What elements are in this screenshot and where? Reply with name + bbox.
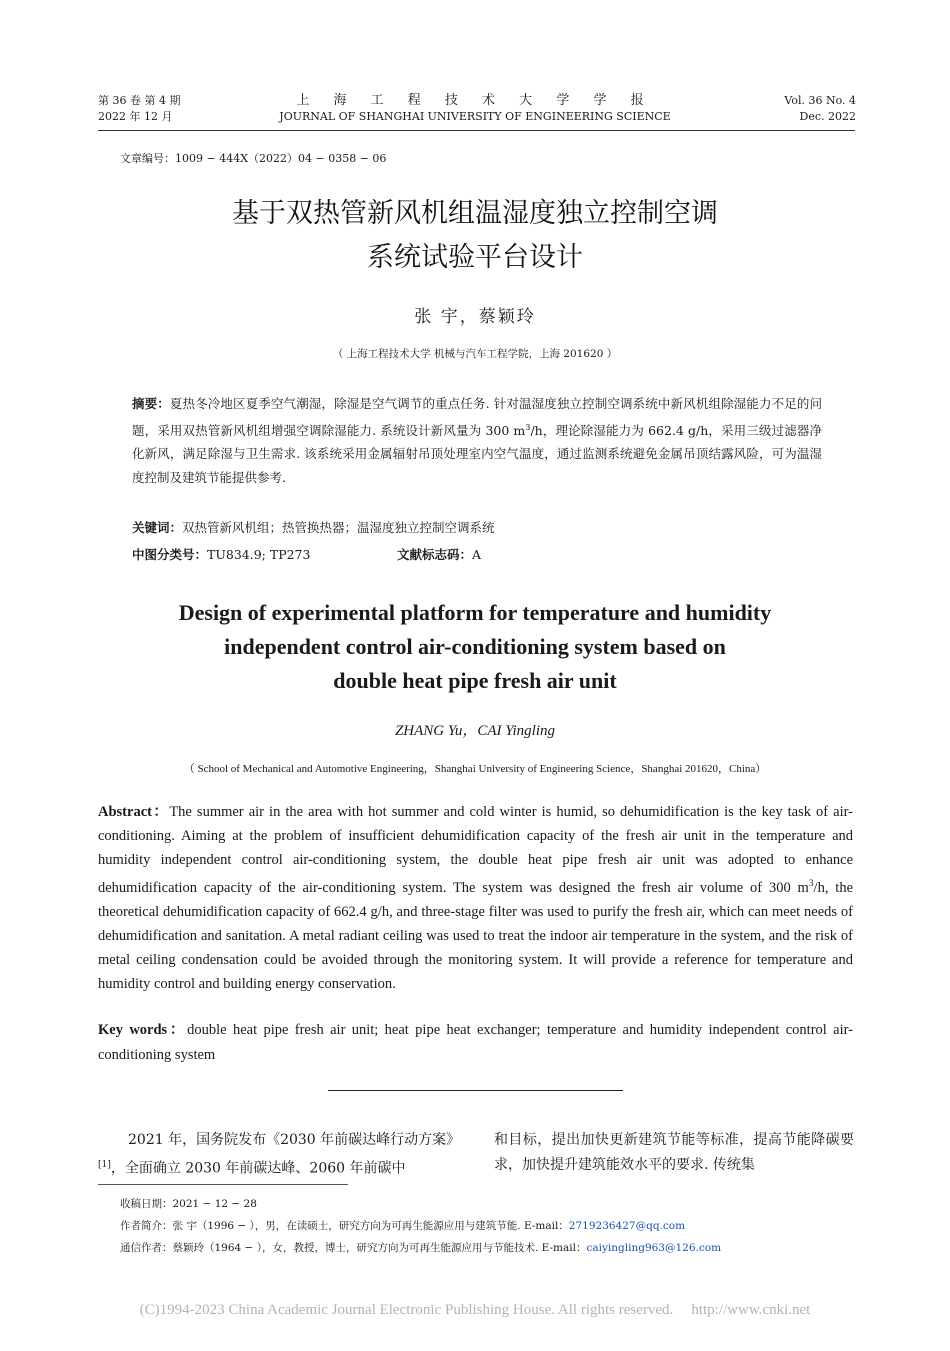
body-left-text-2: ，全面确立 2030 年前碳达峰、2060 年前碳中 [110,1160,406,1177]
cnki-watermark [0,1302,950,1319]
issue-volume-en: Vol. 36 No. 4 [784,94,856,107]
article-number: 文章编号：1009 − 444X（2022）04 − 0358 − 06 [120,152,387,165]
body-left-text-1: 2021 年，国务院发布《2030 年前碳达峰行动方案》 [128,1132,461,1148]
abstract-en-superscript: 3 [808,879,814,889]
title-en-line2: independent control air-conditioning system based on [224,634,726,659]
footnote-corresponding [120,1240,721,1256]
section-separator [328,1090,623,1091]
keywords-en [98,1018,853,1068]
footnote-author-intro [120,1218,685,1234]
authors-en: ZHANG Yu，CAI Yingling [394,723,556,739]
classification-line [132,545,822,565]
abstract-cn-text-2: /h，理论除湿能力为 662.4 g/h，采用三级过滤器净化新风，满足除湿与卫生需求. 该系统采用金属辐射吊顶处理室内空气温度，通过监测系统避免金属吊顶结露风险，可为温湿度控制及建筑节能提供参考. [132,422,822,485]
footnote-rule [98,1184,348,1185]
abstract-en-label: Abstract： [98,804,170,820]
clc-value: TU834.9; TP273 [207,547,311,562]
corresponding-text: 通信作者：蔡颖玲（1964 − ），女，教授，博士，研究方向为可再生能源应用与节能技术. E-mail： [120,1242,587,1254]
doc-code-label: 文献标志码： [397,547,473,562]
keywords-cn-label: 关键词： [132,520,183,535]
title-en-line3: double heat pipe fresh air unit [333,668,617,693]
abstract-en [98,800,853,996]
issue-date: 2022 年 12 月 [98,110,173,123]
keywords-en-label: Key words： [98,1022,188,1038]
footnote-received: 收稿日期：2021 − 12 − 28 [120,1198,257,1210]
document-code [397,545,481,565]
abstract-cn-superscript: 3 [525,421,531,432]
abstract-cn-text-1: 夏热冬冷地区夏季空气潮湿，除湿是空气调节的重点任务. 针对温湿度独立控制空调系统中新风机组除湿能力不足的问题，采用双热管新风机组增强空调除湿能力. 系统设计新风量为 300 m [132,396,822,438]
title-en-line1: Design of experimental platform for temperature and humidity [178,600,772,625]
citation-ref-1[interactable]: [1] [98,1160,111,1170]
issue-date-en: Dec. 2022 [799,110,856,123]
author-email-link[interactable]: 2719236427@qq.com [568,1220,686,1232]
clc-label: 中图分类号： [132,547,208,562]
issue-volume: 第 36 卷 第 4 期 [98,94,181,107]
journal-issue-en [760,93,856,125]
journal-name-cn: 上 海 工 程 技 术 大 学 学 报 [296,93,654,108]
abstract-cn-label: 摘要： [132,396,170,411]
title-cn-line1: 基于双热管新风机组温湿度独立控制空调 [232,198,718,229]
title-en [0,596,950,698]
abstract-en-text-2: /h, the theoretical dehumidification capacity of 662.4 g/h, and three-stage filter was used to purify the fresh air, which can meet needs of dehumidification and sanitation. A metal radiant ceiling was used to treat the indoor air temperature in the system, and the risk of metal ceiling condensation could be avoided through the monitoring system. It will provide a reference for temperature and humidity control and building energy conservation. [98,879,854,992]
title-cn-line2: 系统试验平台设计 [367,242,583,273]
body-column-right: 和目标，提出加快更新建筑节能等标准，提高节能降碳要求，加快提升建筑能效水平的要求. 传统集 [494,1132,854,1173]
header-rule [98,130,855,131]
affiliation-en: （ School of Mechanical and Automotive Engineering，Shanghai University of Engineering Science，Shanghai 201620，China） [183,763,767,775]
abstract-cn [132,392,822,489]
watermark-url[interactable]: http://www.cnki.net [691,1302,811,1318]
doc-code-value: A [472,547,482,562]
watermark-copyright: (C)1994-2023 China Academic Journal Electronic Publishing House. All rights reserved. [139,1302,674,1318]
corresponding-email-link[interactable]: caiyingling963@126.com [586,1242,722,1254]
keywords-cn [132,518,822,538]
keywords-en-text: double heat pipe fresh air unit; heat pipe heat exchanger; temperature and humidity independent control air-conditioning system [98,1022,853,1063]
abstract-en-text-1: The summer air in the area with hot summer and cold winter is humid, so dehumidification is the key task of air-conditioning. Aiming at the problem of insufficient dehumidification capacity of the fresh air unit in the temperature and humidity independent control air-conditioning system, the double heat pipe fresh air unit was adopted to enhance dehumidification capacity of the air-conditioning system. The system was designed the fresh air volume of 300 m [98,804,853,896]
author-intro-text: 作者简介：张 宇（1996 − ），男，在读硕士，研究方向为可再生能源应用与建筑节能. E-mail： [120,1220,569,1232]
journal-name-en: JOURNAL OF SHANGHAI UNIVERSITY OF ENGINEERING SCIENCE [279,110,671,123]
authors-cn: 张 宇，蔡颖玲 [414,307,536,327]
keywords-cn-text: 双热管新风机组；热管换热器；温湿度独立控制空调系统 [182,520,495,535]
affiliation-cn: （ 上海工程技术大学 机械与汽车工程学院，上海 201620 ） [332,348,618,360]
body-column-left [98,1128,461,1182]
